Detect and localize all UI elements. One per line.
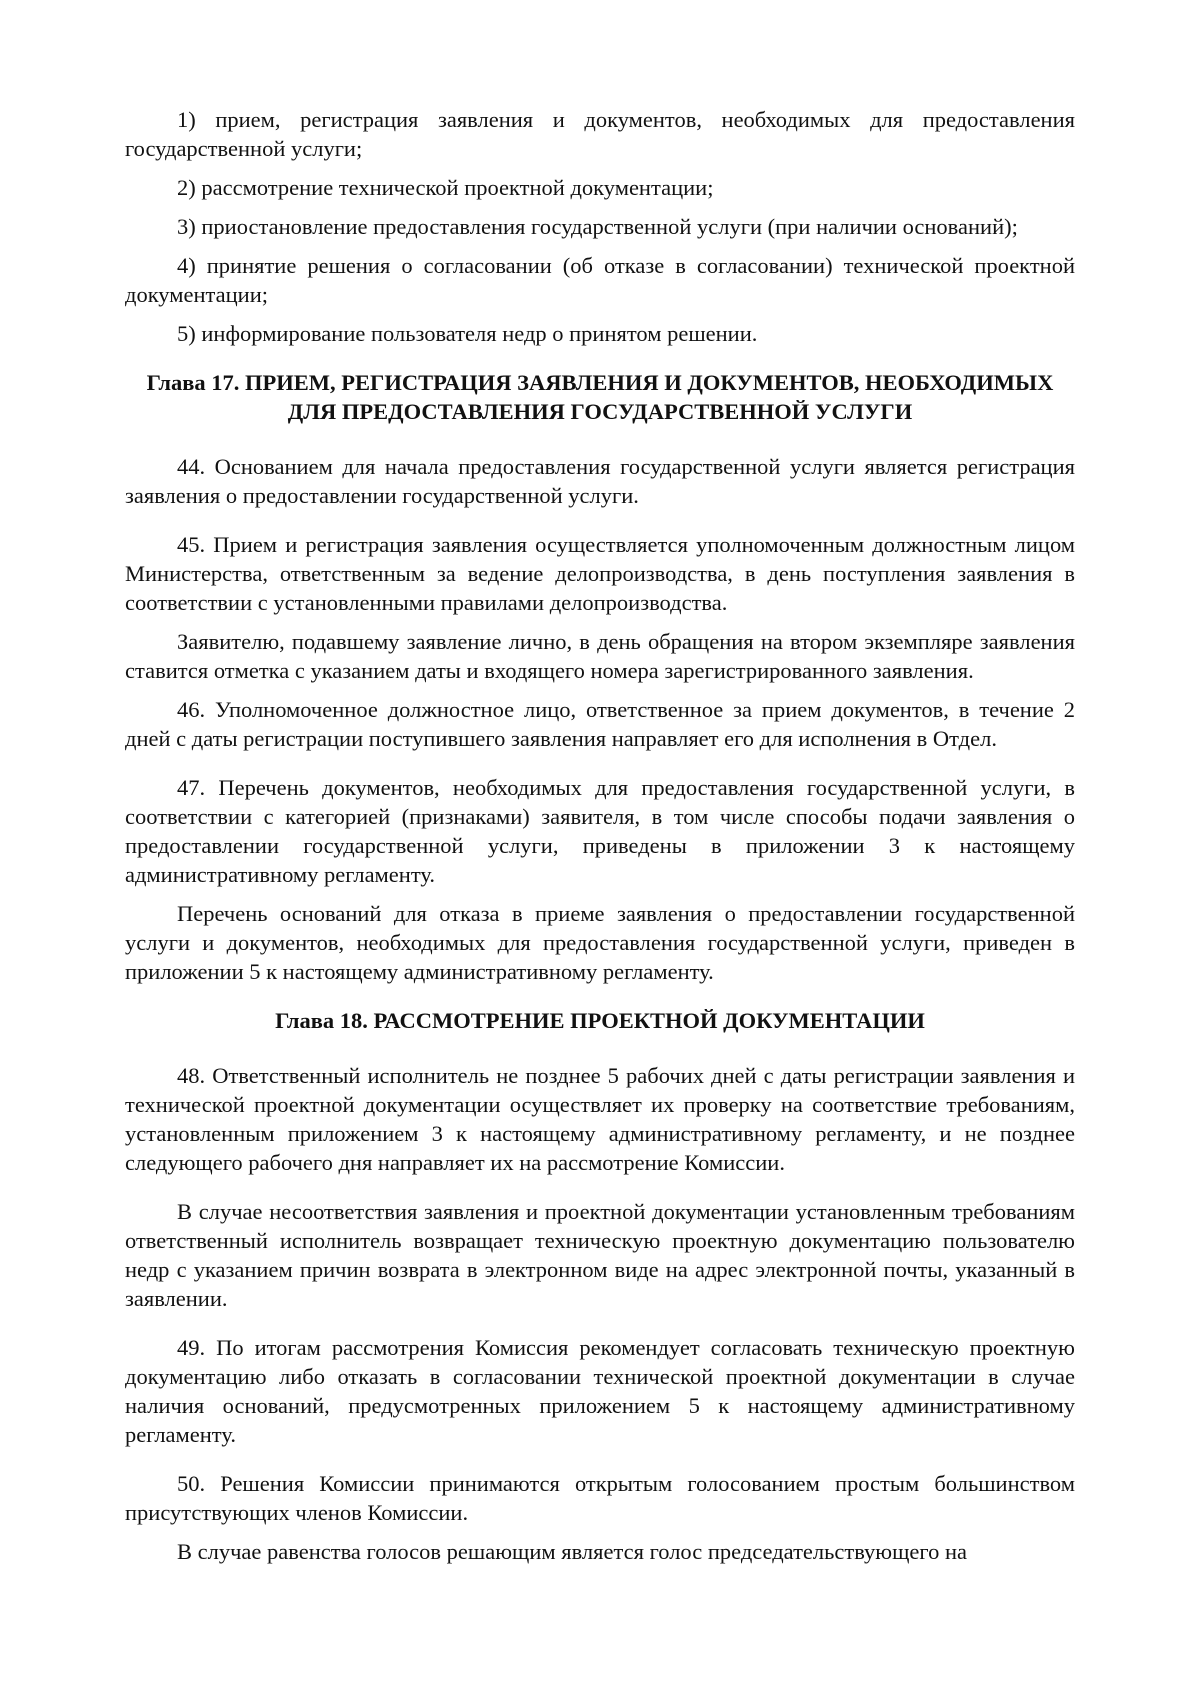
paragraph-47: 47. Перечень документов, необходимых для предоставления государственной услуги, в соответствии с категорией (признаками) заявителя, в том числе способы подачи заявления о предоставлении государственной услуги, приведены в приложении 3 к настоящему административному регламенту. [125, 775, 1075, 887]
list-item-5: 5) информирование пользователя недр о принятом решении. [177, 321, 758, 346]
paragraph-44: 44. Основанием для начала предоставления государственной услуги является регистрация заявления о предоставлении государственной услуги. [125, 454, 1075, 508]
chapter-17-heading: Глава 17. ПРИЕМ, РЕГИСТРАЦИЯ ЗАЯВЛЕНИЯ И ДОКУМЕНТОВ, НЕОБХОДИМЫХ ДЛЯ ПРЕДОСТАВЛЕНИЯ ГОСУДАРСТВЕННОЙ УСЛУГИ [146, 370, 1054, 424]
paragraph-50-note: В случае равенства голосов решающим является голос председательствующего на [177, 1539, 967, 1564]
paragraph-45: 45. Прием и регистрация заявления осуществляется уполномоченным должностным лицом Министерства, ответственным за ведение делопроизводства, в день поступления заявления в соответствии с установленными правилами делопроизводства. [125, 532, 1075, 615]
paragraph-46: 46. Уполномоченное должностное лицо, ответственное за прием документов, в течение 2 дней с даты регистрации поступившего заявления направляет его для исполнения в Отдел. [125, 697, 1075, 751]
list-item-2: 2) рассмотрение технической проектной документации; [177, 175, 714, 200]
document-page [125, 105, 1075, 1576]
chapter-18-heading: Глава 18. РАССМОТРЕНИЕ ПРОЕКТНОЙ ДОКУМЕНТАЦИИ [275, 1008, 925, 1033]
list-item-1: 1) прием, регистрация заявления и документов, необходимых для предоставления государственной услуги; [125, 107, 1075, 161]
paragraph-50: 50. Решения Комиссии принимаются открытым голосованием простым большинством присутствующих членов Комиссии. [125, 1471, 1075, 1525]
paragraph-48: 48. Ответственный исполнитель не позднее 5 рабочих дней с даты регистрации заявления и технической проектной документации осуществляет их проверку на соответствие требованиям, установленным приложением 3 к настоящему административному регламенту, и не позднее следующего рабочего дня направляет их на рассмотрение Комиссии. [125, 1063, 1075, 1175]
paragraph-49: 49. По итогам рассмотрения Комиссия рекомендует согласовать техническую проектную документацию либо отказать в согласовании технической проектной документации в случае наличия оснований, предусмотренных приложением 5 к настоящему административному регламенту. [125, 1335, 1075, 1447]
list-item-3: 3) приостановление предоставления государственной услуги (при наличии оснований); [177, 214, 1018, 239]
paragraph-47-note: Перечень оснований для отказа в приеме заявления о предоставлении государственной услуги и документов, необходимых для предоставления государственной услуги, приведен в приложении 5 к настоящему административному регламенту. [125, 901, 1075, 984]
paragraph-45-note: Заявителю, подавшему заявление лично, в день обращения на втором экземпляре заявления ставится отметка с указанием даты и входящего номера зарегистрированного заявления. [125, 629, 1075, 683]
list-item-4: 4) принятие решения о согласовании (об отказе в согласовании) технической проектной документации; [125, 253, 1075, 307]
paragraph-48-note: В случае несоответствия заявления и проектной документации установленным требованиям ответственный исполнитель возвращает техническую проектную документацию пользователю недр с указанием причин возврата в электронном виде на адрес электронной почты, указанный в заявлении. [125, 1199, 1075, 1311]
